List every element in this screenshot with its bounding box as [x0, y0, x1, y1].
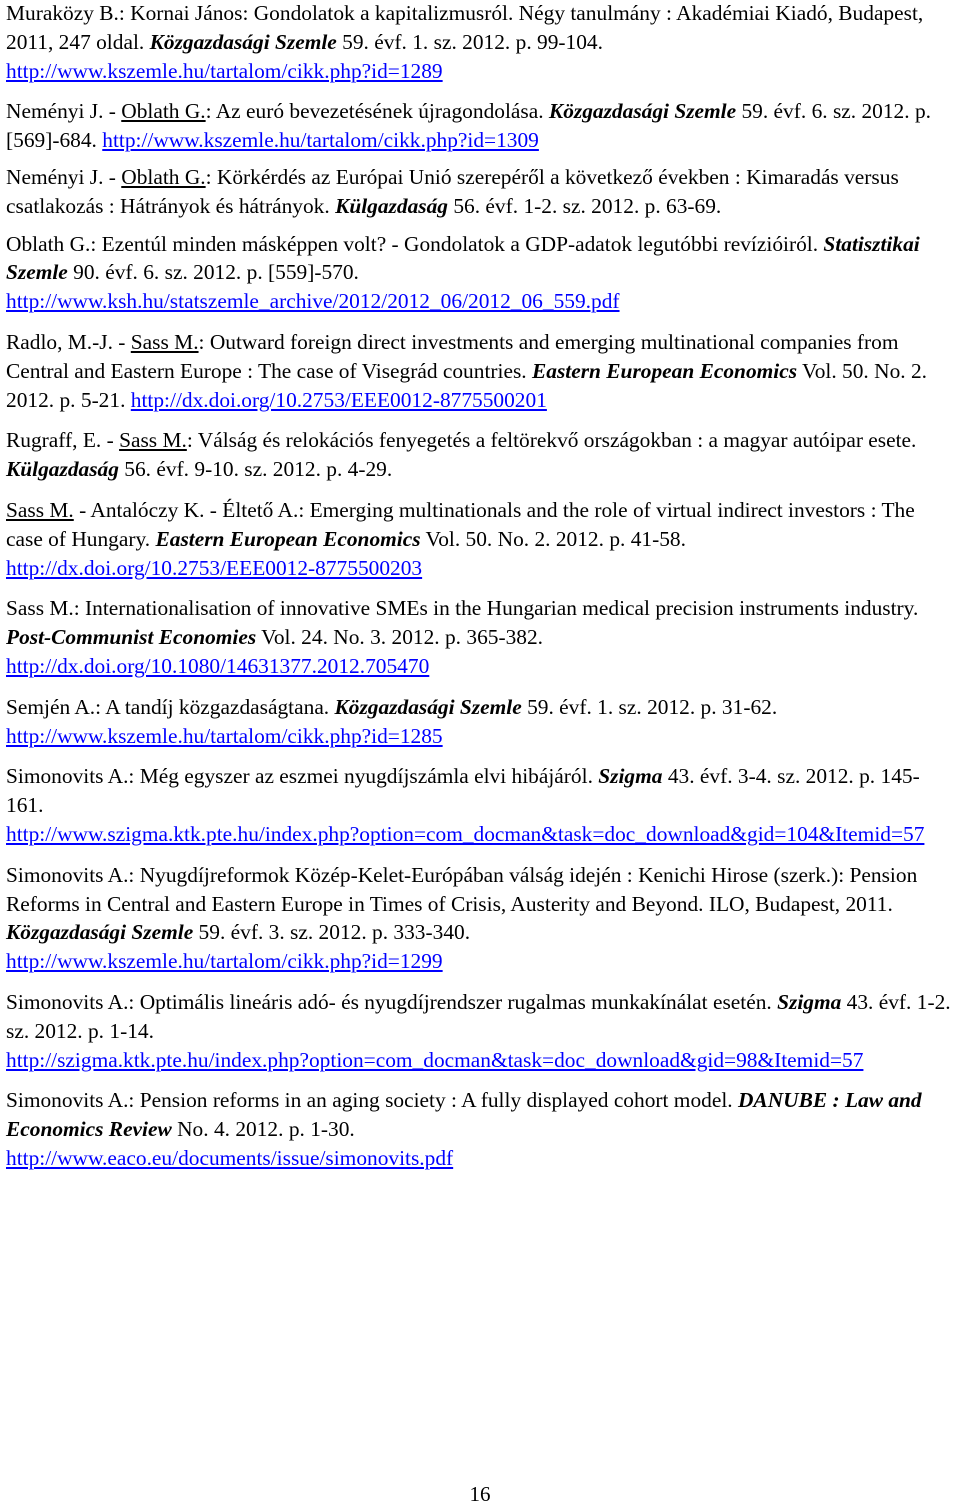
author-name: Neményi J. -: [6, 164, 122, 189]
reference-link[interactable]: http://www.szigma.ktk.pte.hu/index.php?option=com_docman&task=doc_download&gid=104&Itemid=57: [6, 821, 925, 846]
reference-semjen: [6, 693, 954, 751]
journal-title: Közgazdasági Szemle: [334, 694, 522, 719]
reference-text: Simonovits A.: Pension reforms in an aging society : A fully displayed cohort model.: [6, 1088, 738, 1113]
reference-details: 43. évf. 3-4. sz. 2012. p. 145-161.: [6, 764, 920, 818]
journal-title: Szigma: [598, 764, 663, 789]
reference-link[interactable]: http://www.ksh.hu/statszemle_archive/2012/2012_06/2012_06_559.pdf: [6, 289, 620, 314]
reference-link[interactable]: http://dx.doi.org/10.1080/14631377.2012.705470: [6, 653, 430, 678]
author-link[interactable]: Oblath G.: [121, 99, 206, 124]
author-link[interactable]: Oblath G.: [121, 164, 206, 189]
journal-title: Közgazdasági Szemle: [548, 99, 737, 124]
reference-simonovits-2: [6, 861, 954, 976]
reference-link[interactable]: http://www.kszemle.hu/tartalom/cikk.php?id=1299: [6, 949, 443, 974]
reference-text: Sass M.: Internationalisation of innovative SMEs in the Hungarian medical precision instruments industry.: [6, 596, 919, 621]
reference-nemenyi-oblath-2: [6, 163, 954, 221]
reference-details: Vol. 50. No. 2. 2012. p. 5-21.: [6, 358, 927, 412]
reference-text: : Az euró bevezetésének újragondolása.: [205, 99, 549, 124]
reference-text: : Válság és relokációs fenyegetés a feltörekvő országokban : a magyar autóipar esete.: [186, 428, 917, 453]
reference-details: 43. évf. 1-2. sz. 2012. p. 1-14.: [6, 989, 951, 1043]
reference-details: 90. évf. 6. sz. 2012. p. [559]-570.: [67, 260, 359, 285]
reference-details: No. 4. 2012. p. 1-30.: [171, 1117, 355, 1142]
reference-details: 59. évf. 3. sz. 2012. p. 333-340.: [193, 920, 471, 945]
reference-simonovits-1: [6, 762, 954, 848]
reference-details: 59. évf. 6. sz. 2012. p. [569]-684.: [6, 99, 931, 153]
author-link[interactable]: Sass M.: [130, 329, 199, 354]
reference-details: Vol. 24. No. 3. 2012. p. 365-382.: [256, 625, 544, 650]
journal-title: Eastern European Economics: [531, 358, 798, 383]
reference-link[interactable]: http://www.kszemle.hu/tartalom/cikk.php?id=1309: [102, 128, 539, 153]
reference-oblath: [6, 230, 954, 316]
reference-details: 56. évf. 9-10. sz. 2012. p. 4-29.: [118, 457, 393, 482]
reference-link[interactable]: http://www.eaco.eu/documents/issue/simonovits.pdf: [6, 1145, 454, 1170]
reference-text: : Körkérdés az Európai Unió szerepéről a következő években : Kimaradás versus csatlakozás : Hátrányok és hátrányok.: [6, 164, 899, 218]
author-name: Radlo, M.-J. -: [6, 329, 131, 354]
reference-details: 59. évf. 1. sz. 2012. p. 99-104.: [336, 29, 603, 54]
reference-simonovits-3: [6, 988, 954, 1074]
reference-text: - Antalóczy K. - Éltető A.: Emerging multinationals and the role of virtual indirect investors : The case of Hungary.: [6, 497, 915, 551]
journal-title: Közgazdasági Szemle: [149, 29, 337, 54]
reference-text: Simonovits A.: Nyugdíjreformok Közép-Kelet-Európában válság idején : Kenichi Hirose (szerk.): Pension Reforms in Central and Eastern Europe in Times of Crisis, Austerity and Beyond. ILO, Budapest, 2011.: [6, 862, 918, 916]
reference-text: Muraközy B.: Kornai János: Gondolatok a kapitalizmusról. Négy tanulmány : Akadémiai Kiadó, Budapest, 2011, 247 oldal.: [6, 1, 924, 54]
reference-text: : Outward foreign direct investments and emerging multinational companies from Central and Eastern Europe : The case of Visegrád countries.: [6, 329, 899, 383]
journal-title: Statisztikai Szemle: [6, 231, 920, 285]
reference-sass: [6, 594, 954, 680]
reference-murakozy: [6, 0, 954, 85]
author-link[interactable]: Sass M.: [6, 497, 74, 522]
journal-title: Szigma: [777, 989, 842, 1014]
author-link[interactable]: Sass M.: [119, 428, 187, 453]
reference-details: 56. évf. 1-2. sz. 2012. p. 63-69.: [448, 193, 722, 218]
reference-link[interactable]: http://dx.doi.org/10.2753/EEE0012-8775500201: [130, 387, 547, 412]
reference-text: Simonovits A.: Még egyszer az eszmei nyugdíjszámla elvi hibájáról.: [6, 764, 599, 789]
reference-sass-antaloczy-elteto: [6, 496, 954, 582]
reference-details: 59. évf. 1. sz. 2012. p. 31-62.: [521, 694, 778, 719]
reference-rugraff-sass: [6, 426, 954, 484]
journal-title: Közgazdasági Szemle: [6, 920, 194, 945]
reference-text: Oblath G.: Ezentúl minden másképpen volt? - Gondolatok a GDP-adatok legutóbbi revízióiról.: [6, 231, 824, 256]
author-name: Neményi J. -: [6, 99, 122, 124]
journal-title: DANUBE : Law and Economics Review: [6, 1088, 922, 1142]
author-name: Rugraff, E. -: [6, 428, 120, 453]
journal-title: Külgazdaság: [335, 193, 448, 218]
page-number: 16: [469, 1482, 491, 1506]
reference-nemenyi-oblath-1: [6, 97, 954, 155]
reference-text: Semjén A.: A tandíj közgazdaságtana.: [6, 694, 335, 719]
reference-simonovits-4: [6, 1086, 954, 1172]
reference-link[interactable]: http://szigma.ktk.pte.hu/index.php?option=com_docman&task=doc_download&gid=98&Itemid=57: [6, 1047, 864, 1072]
reference-text: Simonovits A.: Optimális lineáris adó- és nyugdíjrendszer rugalmas munkakínálat esetén.: [6, 989, 778, 1014]
journal-title: Post-Communist Economies: [6, 625, 257, 650]
reference-link[interactable]: http://dx.doi.org/10.2753/EEE0012-8775500203: [6, 555, 423, 580]
reference-list: [6, 0, 954, 1173]
reference-link[interactable]: http://www.kszemle.hu/tartalom/cikk.php?id=1285: [6, 723, 443, 748]
journal-title: Külgazdaság: [6, 457, 119, 482]
journal-title: Eastern European Economics: [155, 526, 421, 551]
reference-radlo-sass: [6, 328, 954, 414]
reference-details: Vol. 50. No. 2. 2012. p. 41-58.: [420, 526, 686, 551]
reference-link[interactable]: http://www.kszemle.hu/tartalom/cikk.php?id=1289: [6, 58, 443, 83]
